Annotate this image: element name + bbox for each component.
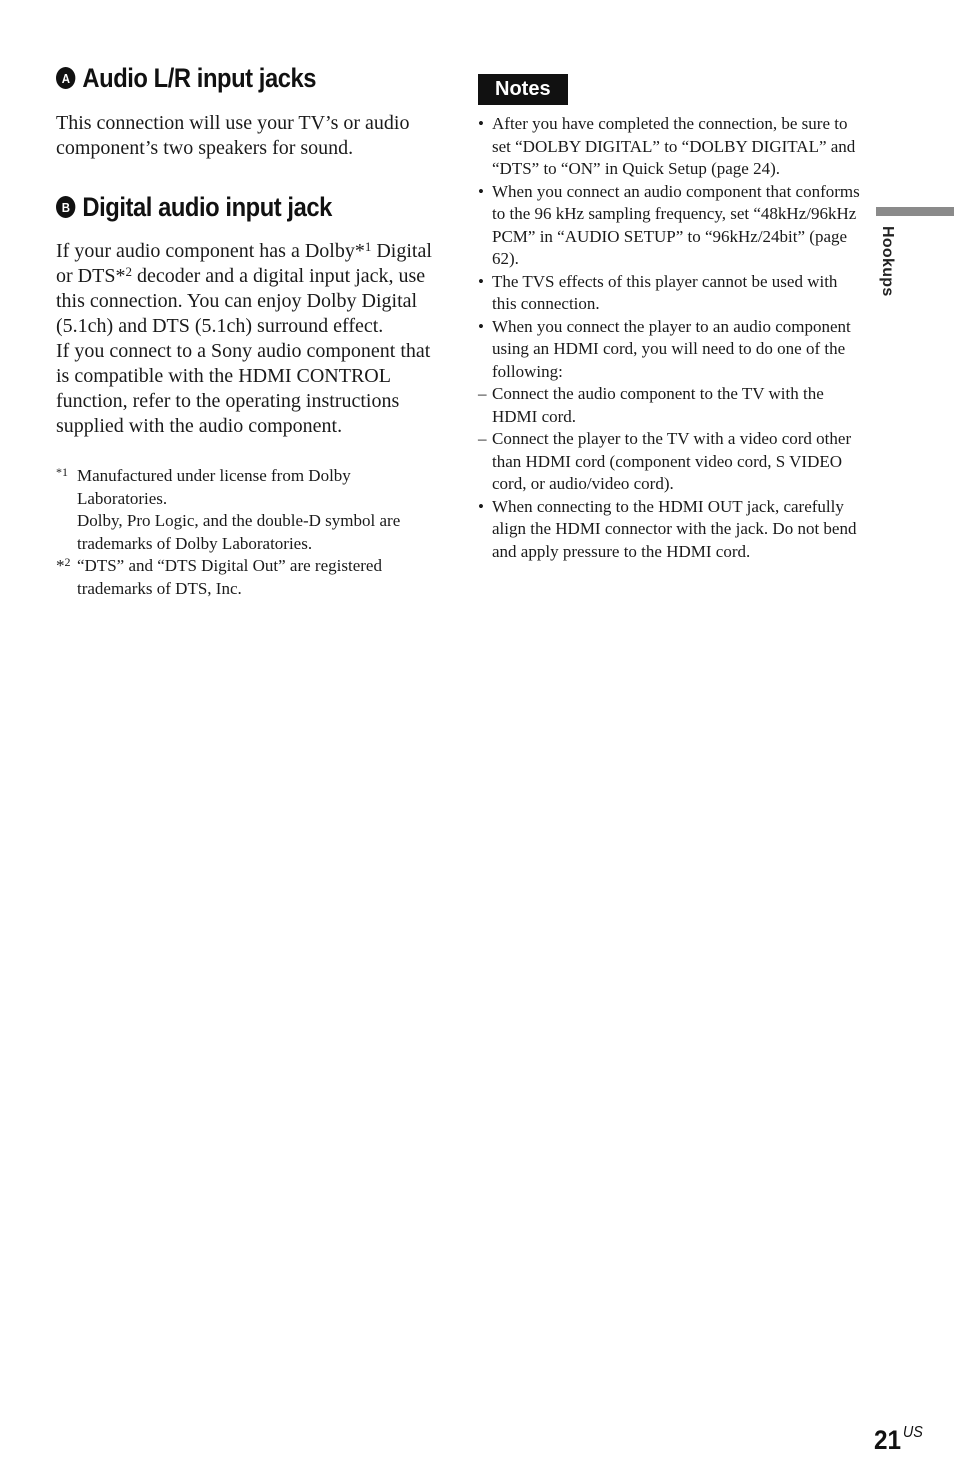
notes-list — [478, 113, 863, 563]
note-item: • When you connect an audio component that conforms to the 96 kHz sampling frequency, set “48kHz/96kHz PCM” in “AUDIO SETUP” to “96kHz/24bit” (page 62). — [478, 181, 860, 268]
note-item: • After you have completed the connection, be sure to set “DOLBY DIGITAL” to “DOLBY DIGITAL” and “DTS” to “ON” in Quick Setup (page 24). — [478, 114, 856, 178]
footnote-2-line-1: “DTS” and “DTS Digital Out” are registered trademarks of DTS, Inc. — [77, 556, 382, 598]
footnote-1-line-1: Manufactured under license from Dolby Laboratories. — [77, 466, 351, 508]
note-item: • When you connect the player to an audio component using an HDMI cord, you will need to do one of the following: — [478, 316, 851, 381]
footnotes — [56, 465, 441, 600]
note-item: • The TVS effects of this player cannot be used with this connection. — [478, 271, 838, 313]
right-column — [478, 74, 863, 563]
footnote-1 — [56, 465, 441, 555]
side-tab-label: Hookups — [879, 226, 896, 297]
section-b-badge: B — [56, 196, 75, 218]
section-b-paragraph-1 — [56, 239, 441, 339]
section-b-title: Digital audio input jack — [82, 191, 332, 222]
footnote-1-mark: *1 — [56, 465, 68, 479]
section-a-badge: A — [56, 67, 75, 89]
section-a-body: This connection will use your TV’s or audio component’s two speakers for sound. — [56, 112, 410, 159]
footnote-2 — [56, 555, 441, 600]
page-number: 21 $^{US}$ — [874, 1424, 923, 1455]
note-subitem: – Connect the audio component to the TV with the HDMI cord. — [478, 384, 824, 426]
p1-text-part3: decoder and a digital input jack, use this connection. You can enjoy Dolby Digital (5.1ch) and DTS (5.1ch) surround effect. — [56, 265, 426, 337]
note-subitem: – Connect the player to the TV with a video cord other than HDMI cord (component video cord, S VIDEO cord, or audio/video cord). — [478, 429, 852, 493]
p1-text-part1: If your audio component has a Dolby* — [56, 240, 365, 262]
footnote-2-mark: *$^2$ — [56, 555, 71, 575]
footnote-1-line-2: Dolby, Pro Logic, and the double-D symbol are trademarks of Dolby Laboratories. — [77, 511, 401, 553]
section-b-paragraph-2: If you connect to a Sony audio component that is compatible with the HDMI CONTROL function, refer to the operating instructions supplied with the audio component. — [56, 340, 431, 437]
footnote-ref-1: 1 — [364, 239, 372, 254]
section-a-title: Audio L/R input jacks — [82, 62, 317, 93]
p1-text-part2: Digital or DTS* — [56, 240, 432, 287]
note-item: • When connecting to the HDMI OUT jack, carefully align the HDMI connector with the jack. Do not bend and apply pressure to the HDMI cord. — [478, 496, 857, 561]
footnote-ref-2: 2 — [125, 264, 132, 279]
section-a-heading — [56, 60, 395, 96]
side-tab-bar — [876, 207, 954, 216]
left-column — [56, 60, 441, 600]
notes-label: Notes — [478, 74, 568, 105]
section-b-heading — [56, 189, 395, 225]
page-number-suffix: US — [902, 1424, 923, 1441]
